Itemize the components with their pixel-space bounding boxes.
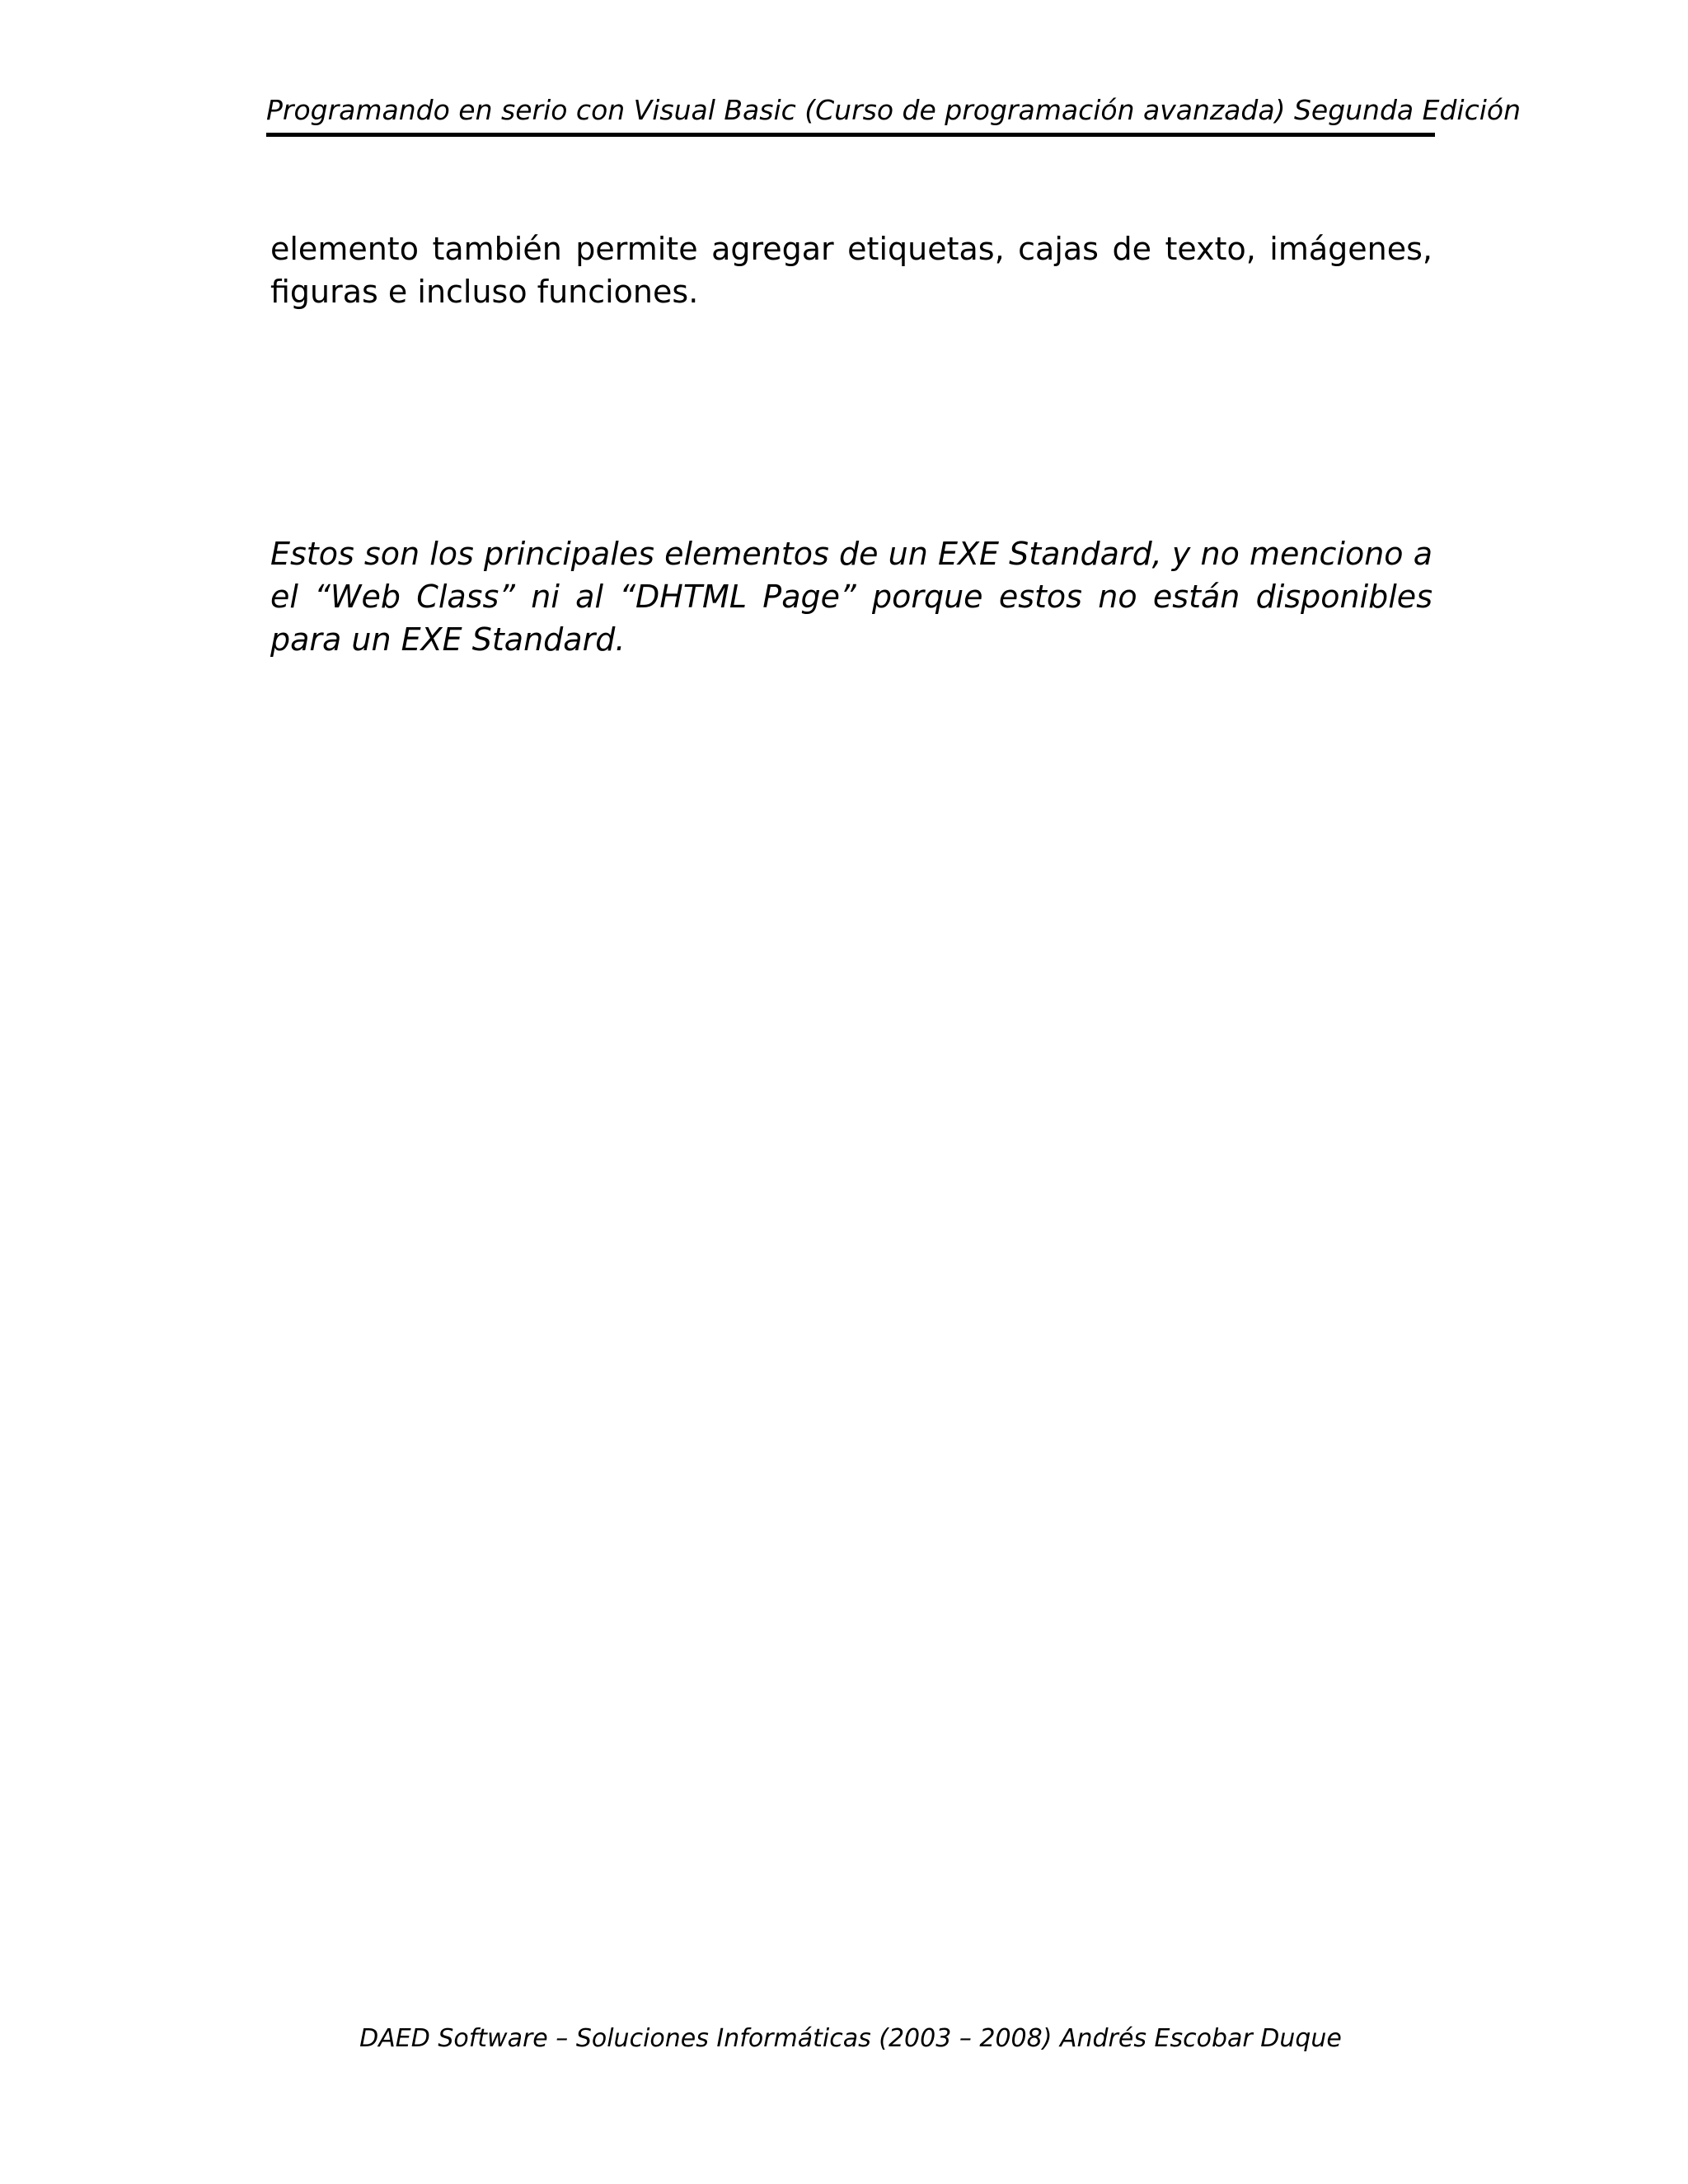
body-paragraph: elemento también permite agregar etiquetas, cajas de texto, imágenes, figuras e incluso funciones. [270, 231, 1432, 310]
running-title: Programando en serio con Visual Basic (Curso de programación avanzada) Segunda Edición [266, 94, 1522, 126]
page-header [266, 91, 1522, 137]
body-paragraph-italic: Estos son los principales elementos de un EXE Standard, y no menciono a el “Web Class” ni al “DHTML Page” porque estos no están disponibles para un EXE Standard. [270, 536, 1432, 658]
page-footer: DAED Software – Soluciones Informáticas (2003 – 2008) Andrés Escobar Duque [359, 2024, 1342, 2053]
